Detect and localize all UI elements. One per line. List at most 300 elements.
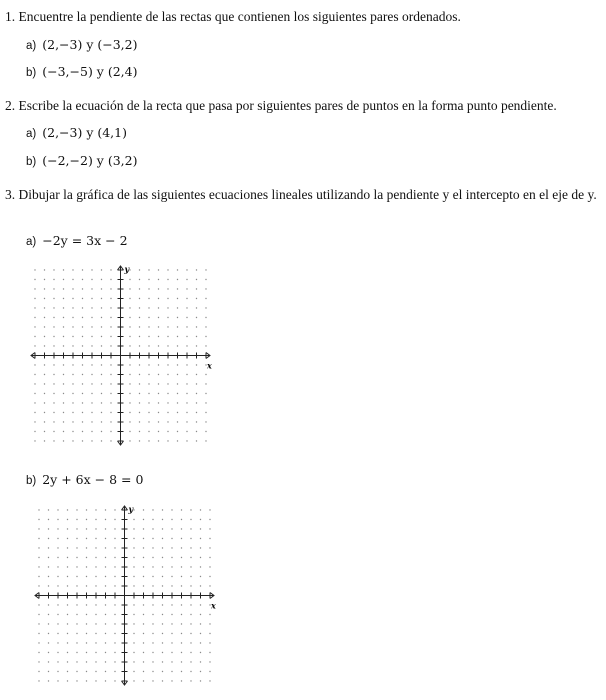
grid-dot [158,364,159,365]
grid-dot [200,528,201,529]
grid-dot [91,383,92,384]
grid-dot [57,652,58,653]
grid-dot [162,642,163,643]
grid-dot [101,431,102,432]
grid-dot [91,298,92,299]
grid-dot [48,566,49,567]
grid-dot [72,364,73,365]
grid-dot [177,269,178,270]
grid-dot [196,279,197,280]
grid-dot [177,298,178,299]
graph-a[interactable] [30,262,220,452]
grid-dot [95,614,96,615]
grid-dot [114,538,115,539]
item-label: a) [26,236,37,248]
grid-dot [91,364,92,365]
grid-dot [129,336,130,337]
grid-dot [44,345,45,346]
grid-dot [67,623,68,624]
grid-dot [114,557,115,558]
grid-dot [205,374,206,375]
grid-dot [72,279,73,280]
grid-dot [133,557,134,558]
grid-dot [48,509,49,510]
grid-dot [110,326,111,327]
grid-dot [139,269,140,270]
grid-dot [76,623,77,624]
grid-dot [105,661,106,662]
grid-dot [200,557,201,558]
grid-dot [110,383,111,384]
grid-dot [48,614,49,615]
grid-dot [186,393,187,394]
grid-dot [129,412,130,413]
grid-dot [181,652,182,653]
grid-dot [34,288,35,289]
grid-dot [53,393,54,394]
grid-dot [129,288,130,289]
grid-dot [186,307,187,308]
grid-dot [67,652,68,653]
grid-dot [91,421,92,422]
grid-dot [158,288,159,289]
grid-dot [105,538,106,539]
grid-dot [162,528,163,529]
grid-dot [181,538,182,539]
grid-dot [167,298,168,299]
grid-dot [34,326,35,327]
grid-dot [91,402,92,403]
grid-dot [57,623,58,624]
grid-dot [200,509,201,510]
grid-dot [63,298,64,299]
grid-dot [129,402,130,403]
grid-dot [110,393,111,394]
grid-dot [76,652,77,653]
question-2a [26,125,127,141]
grid-dot [63,393,64,394]
grid-dot [152,680,153,681]
grid-dot [162,680,163,681]
grid-dot [101,364,102,365]
grid-dot [139,279,140,280]
grid-dot [114,661,115,662]
grid-dot [171,576,172,577]
grid-dot [152,671,153,672]
grid-dot [177,393,178,394]
grid-dot [101,383,102,384]
grid-dot [177,431,178,432]
grid-dot [105,604,106,605]
grid-dot [196,326,197,327]
grid-dot [72,269,73,270]
grid-dot [152,547,153,548]
grid-dot [110,431,111,432]
grid-dot [177,421,178,422]
grid-dot [139,345,140,346]
grid-dot [34,412,35,413]
grid-dot [181,680,182,681]
grid-dot [209,547,210,548]
grid-dot [209,576,210,577]
grid-dot [196,431,197,432]
grid-dot [53,298,54,299]
grid-dot [190,576,191,577]
grid-dot [148,345,149,346]
point-pair: (2,−3) y (4,1) [42,125,127,140]
grid-dot [101,298,102,299]
grid-dot [177,317,178,318]
grid-dot [101,269,102,270]
grid-dot [86,623,87,624]
grid-dot [133,538,134,539]
grid-dot [114,566,115,567]
grid-dot [143,519,144,520]
grid-dot [205,336,206,337]
grid-dot [152,576,153,577]
grid-dot [44,317,45,318]
grid-dot [152,557,153,558]
grid-dot [82,345,83,346]
grid-dot [82,326,83,327]
grid-dot [158,345,159,346]
grid-dot [63,383,64,384]
grid-dot [105,633,106,634]
grid-dot [63,364,64,365]
grid-dot [67,661,68,662]
grid-dot [171,547,172,548]
grid-dot [143,547,144,548]
grid-dot [114,576,115,577]
grid-dot [171,566,172,567]
grid-dot [34,402,35,403]
grid-dot [95,604,96,605]
grid-dot [158,412,159,413]
grid-dot [205,307,206,308]
grid-dot [38,538,39,539]
grid-dot [177,402,178,403]
grid-dot [167,326,168,327]
grid-dot [110,412,111,413]
grid-dot [72,374,73,375]
grid-dot [152,566,153,567]
grid-dot [177,440,178,441]
grid-dot [158,317,159,318]
grid-dot [101,393,102,394]
grid-dot [34,431,35,432]
grid-dot [181,557,182,558]
grid-dot [143,680,144,681]
grid-dot [86,633,87,634]
grid-dot [44,307,45,308]
grid-dot [110,298,111,299]
grid-dot [82,298,83,299]
grid-dot [167,269,168,270]
grid-dot [105,557,106,558]
grid-dot [53,431,54,432]
grid-dot [82,317,83,318]
grid-dot [114,642,115,643]
grid-dot [205,383,206,384]
grid-dot [133,576,134,577]
grid-dot [143,671,144,672]
question-3b [26,472,143,488]
grid-dot [38,557,39,558]
grid-dot [82,431,83,432]
grid-dot [63,269,64,270]
grid-dot [82,402,83,403]
grid-dot [91,374,92,375]
grid-dot [67,557,68,558]
grid-dot [162,614,163,615]
grid-dot [67,576,68,577]
grid-dot [34,421,35,422]
coordinate-grid-a[interactable] [30,262,220,452]
grid-dot [91,269,92,270]
grid-dot [91,279,92,280]
grid-dot [171,604,172,605]
grid-dot [110,440,111,441]
grid-dot [48,604,49,605]
grid-dot [105,614,106,615]
grid-dot [139,307,140,308]
grid-dot [82,336,83,337]
grid-dot [91,307,92,308]
grid-dot [101,345,102,346]
grid-dot [177,345,178,346]
grid-dot [190,680,191,681]
grid-dot [34,345,35,346]
grid-dot [38,576,39,577]
grid-dot [72,326,73,327]
grid-dot [186,288,187,289]
grid-dot [143,509,144,510]
grid-dot [34,279,35,280]
grid-dot [57,519,58,520]
grid-dot [48,538,49,539]
grid-dot [110,336,111,337]
grid-dot [143,566,144,567]
grid-dot [139,412,140,413]
grid-dot [148,279,149,280]
grid-dot [196,440,197,441]
grid-dot [148,412,149,413]
grid-dot [196,336,197,337]
grid-dot [110,374,111,375]
grid-dot [110,317,111,318]
grid-dot [167,364,168,365]
grid-dot [177,326,178,327]
grid-dot [86,680,87,681]
grid-dot [76,642,77,643]
grid-dot [72,345,73,346]
grid-dot [76,614,77,615]
grid-dot [181,623,182,624]
grid-dot [152,509,153,510]
grid-dot [167,383,168,384]
grid-dot [190,614,191,615]
grid-dot [34,364,35,365]
grid-dot [95,519,96,520]
grid-dot [48,623,49,624]
grid-dot [162,519,163,520]
grid-dot [76,604,77,605]
y-axis-label: y [124,264,130,274]
grid-dot [57,661,58,662]
grid-dot [143,585,144,586]
grid-dot [105,547,106,548]
grid-dot [148,402,149,403]
grid-dot [34,269,35,270]
grid-dot [167,412,168,413]
grid-dot [57,633,58,634]
grid-dot [181,614,182,615]
grid-dot [76,538,77,539]
grid-dot [143,661,144,662]
grid-dot [95,576,96,577]
grid-dot [57,671,58,672]
grid-dot [186,431,187,432]
grid-dot [105,652,106,653]
grid-dot [38,509,39,510]
grid-dot [162,652,163,653]
grid-dot [177,336,178,337]
grid-dot [152,538,153,539]
grid-dot [53,374,54,375]
grid-dot [114,585,115,586]
grid-dot [67,680,68,681]
grid-dot [63,440,64,441]
graph-b[interactable] [34,500,224,692]
grid-dot [171,671,172,672]
grid-dot [86,509,87,510]
grid-dot [200,585,201,586]
grid-dot [38,652,39,653]
grid-dot [101,412,102,413]
grid-dot [48,547,49,548]
grid-dot [101,402,102,403]
grid-dot [162,671,163,672]
grid-dot [152,652,153,653]
grid-dot [86,585,87,586]
grid-dot [76,633,77,634]
grid-dot [48,528,49,529]
grid-dot [129,279,130,280]
grid-dot [196,288,197,289]
grid-dot [95,547,96,548]
grid-dot [186,317,187,318]
grid-dot [114,547,115,548]
question-1-text: 1. Encuentre la pendiente de las rectas que contienen los siguientes pares ordenados. [5,9,461,24]
grid-dot [105,623,106,624]
grid-dot [148,364,149,365]
grid-dot [82,421,83,422]
grid-dot [190,633,191,634]
grid-dot [95,566,96,567]
grid-dot [95,633,96,634]
grid-dot [196,374,197,375]
grid-dot [44,421,45,422]
item-label: a) [26,128,37,140]
grid-dot [143,614,144,615]
grid-dot [110,288,111,289]
grid-dot [167,345,168,346]
grid-dot [186,298,187,299]
grid-dot [171,680,172,681]
grid-dot [57,509,58,510]
grid-dot [148,440,149,441]
grid-dot [171,652,172,653]
grid-dot [205,279,206,280]
grid-dot [129,364,130,365]
grid-dot [133,642,134,643]
question-2b [26,153,137,169]
grid-dot [95,671,96,672]
grid-dot [148,298,149,299]
grid-dot [38,519,39,520]
grid-dot [148,393,149,394]
grid-dot [57,576,58,577]
grid-dot [158,326,159,327]
grid-dot [152,642,153,643]
grid-dot [148,383,149,384]
grid-dot [158,279,159,280]
grid-dot [67,538,68,539]
grid-dot [86,604,87,605]
grid-dot [133,671,134,672]
grid-dot [95,528,96,529]
grid-dot [95,623,96,624]
grid-dot [139,421,140,422]
grid-dot [114,633,115,634]
grid-dot [67,671,68,672]
coordinate-grid-b[interactable] [34,500,224,692]
grid-dot [34,440,35,441]
grid-dot [129,326,130,327]
grid-dot [158,440,159,441]
grid-dot [38,585,39,586]
grid-dot [129,383,130,384]
grid-dot [162,509,163,510]
grid-dot [205,402,206,403]
grid-dot [72,336,73,337]
grid-dot [82,279,83,280]
grid-dot [190,585,191,586]
grid-dot [48,519,49,520]
grid-dot [196,383,197,384]
grid-dot [143,576,144,577]
grid-dot [190,671,191,672]
grid-dot [200,680,201,681]
grid-dot [186,412,187,413]
grid-dot [129,374,130,375]
grid-dot [181,547,182,548]
grid-dot [200,519,201,520]
grid-dot [86,671,87,672]
grid-dot [101,279,102,280]
grid-dot [129,317,130,318]
grid-dot [181,585,182,586]
grid-dot [86,652,87,653]
grid-dot [186,269,187,270]
grid-dot [167,421,168,422]
grid-dot [190,538,191,539]
grid-dot [53,345,54,346]
grid-dot [91,326,92,327]
grid-dot [186,402,187,403]
grid-dot [209,509,210,510]
grid-dot [209,585,210,586]
